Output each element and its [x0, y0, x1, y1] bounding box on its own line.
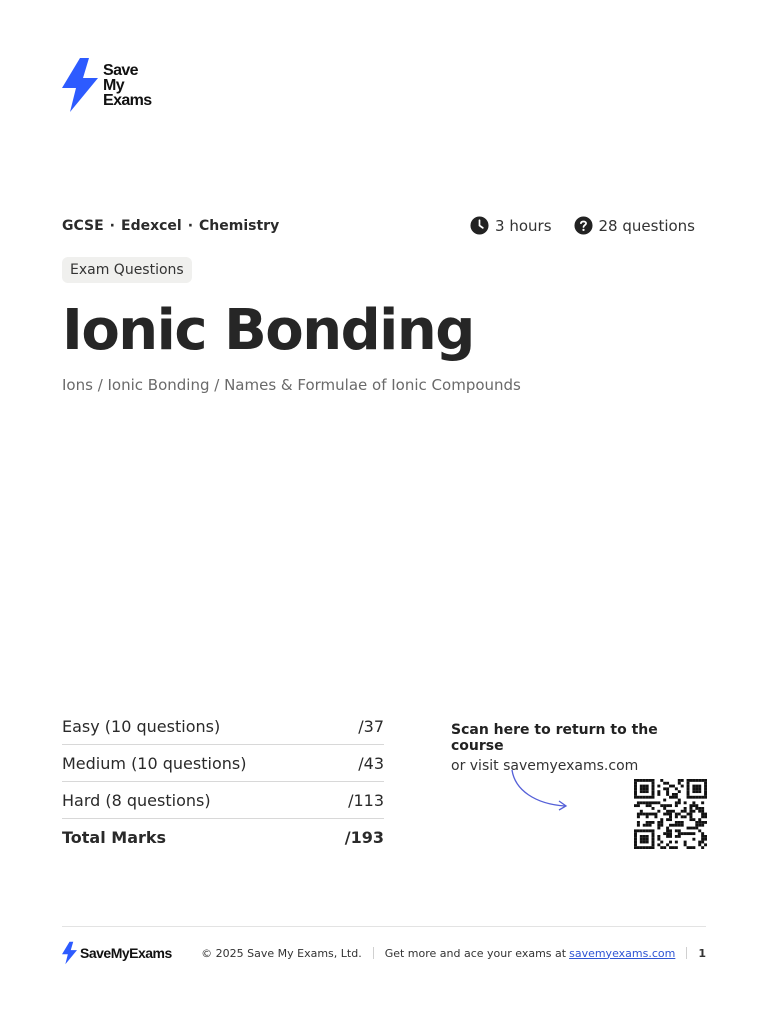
marks-row-label: Easy (10 questions) [62, 716, 221, 736]
footer-brand-name: SaveMyExams [80, 945, 172, 961]
course-breadcrumb [62, 218, 279, 234]
marks-row-value: /113 [348, 790, 384, 810]
marks-row-label: Medium (10 questions) [62, 753, 247, 773]
course-level: GCSE [62, 217, 104, 234]
marks-row-medium [62, 745, 384, 782]
questions-stat [574, 216, 695, 235]
page-number: 1 [698, 946, 706, 960]
footer-divider [62, 926, 706, 927]
scan-subtitle: or visit savemyexams.com [451, 758, 639, 774]
footer-logo [62, 941, 172, 965]
marks-row-value: /37 [358, 716, 384, 736]
page-title: Ionic Bonding [62, 298, 474, 363]
course-meta-row [62, 216, 695, 235]
logo-word: Exams [103, 91, 152, 109]
footer-separator [373, 947, 374, 959]
footer-info [201, 947, 706, 960]
footer-separator [686, 947, 687, 959]
questions-count-text: 28 questions [598, 216, 695, 235]
logo-word: My [103, 76, 125, 94]
qr-code[interactable] [634, 779, 707, 849]
scan-title: Scan here to return to the course [451, 722, 658, 754]
course-board: Edexcel [121, 217, 182, 234]
footer-cta: Get more and ace your exams at [384, 946, 567, 960]
footer-copyright: © 2025 Save My Exams, Ltd. [201, 946, 362, 960]
exam-stats [448, 216, 695, 235]
duration-text: 3 hours [495, 216, 552, 235]
scan-prompt [451, 722, 711, 774]
page-footer [62, 941, 706, 965]
bolt-icon [62, 941, 77, 965]
question-circle-icon [574, 216, 593, 235]
footer-site-link[interactable]: savemyexams.com [569, 946, 676, 960]
bolt-icon [62, 58, 98, 112]
logo-wordmark [103, 63, 152, 108]
total-marks-label: Total Marks [62, 827, 167, 847]
subtopics-breadcrumb: Ions / Ionic Bonding / Names & Formulae of Ionic Compounds [62, 376, 521, 394]
curved-arrow-icon [505, 768, 575, 814]
logo-word: Save [103, 61, 138, 79]
marks-row-easy [62, 708, 384, 745]
category-tag: Exam Questions [62, 257, 192, 283]
marks-row-hard [62, 782, 384, 819]
marks-row-value: /43 [358, 753, 384, 773]
breadcrumb-separator: · [187, 217, 194, 234]
brand-logo [62, 58, 152, 112]
total-marks-value: /193 [344, 827, 384, 847]
clock-icon [470, 216, 489, 235]
breadcrumb-separator: · [109, 217, 115, 234]
marks-row-label: Hard (8 questions) [62, 790, 211, 810]
marks-table [62, 708, 384, 855]
course-subject: Chemistry [199, 217, 280, 234]
marks-row-total [62, 819, 384, 855]
duration-stat [470, 216, 551, 235]
